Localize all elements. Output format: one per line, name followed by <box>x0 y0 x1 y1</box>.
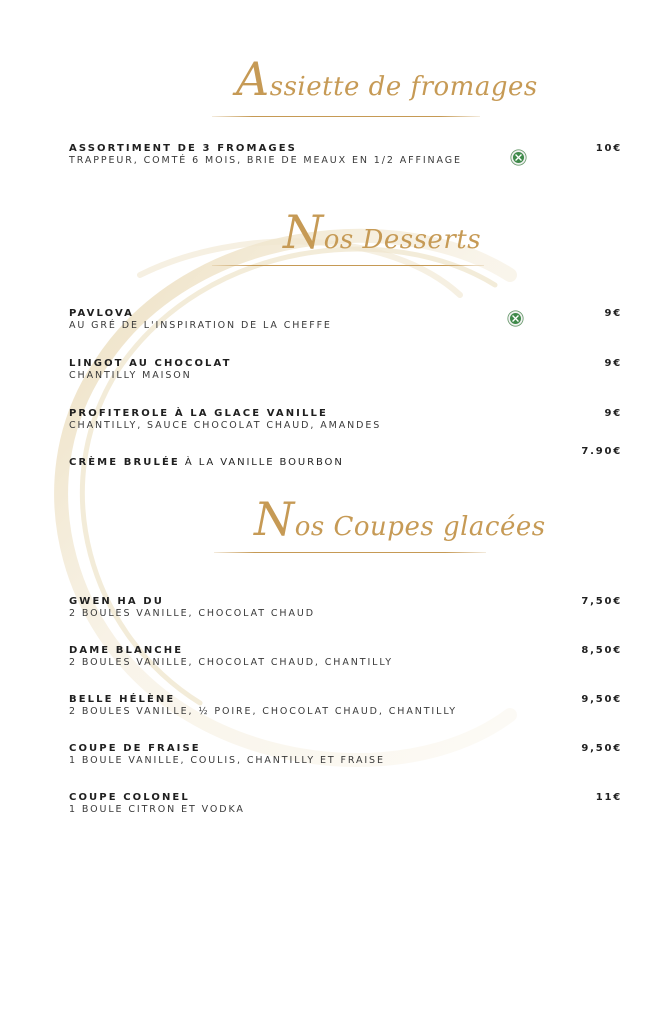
menu-item <box>69 596 622 620</box>
item-description: 1 BOULE VANILLE, COULIS, CHANTILLY ET FRAISE <box>69 755 385 766</box>
item-price: 8,50€ <box>581 645 622 656</box>
item-name: BELLE HÉLÈNE <box>69 694 176 705</box>
section-title-desserts <box>283 205 481 259</box>
menu-item <box>69 743 622 767</box>
title-underline <box>214 552 486 553</box>
item-price: 9,50€ <box>581 743 622 754</box>
title-text: os Coupes glacées <box>294 512 546 542</box>
item-name: GWEN HA DU <box>69 596 164 607</box>
item-name: COUPE COLONEL <box>69 792 190 803</box>
item-description: 2 BOULES VANILLE, CHOCOLAT CHAUD <box>69 608 315 619</box>
item-price: 11€ <box>595 792 622 803</box>
item-name-bold: CRÈME BRULÉE <box>69 457 180 468</box>
item-name: PAVLOVA <box>69 308 134 319</box>
section-title-coupes <box>254 492 546 546</box>
title-initial: N <box>254 492 295 546</box>
title-text: ssiette de fromages <box>269 72 538 102</box>
menu-item <box>69 694 622 718</box>
title-underline <box>212 116 480 117</box>
menu-item <box>69 408 622 432</box>
item-description: 2 BOULES VANILLE, ½ POIRE, CHOCOLAT CHAUD, CHANTILLY <box>69 706 457 717</box>
item-price: 9€ <box>604 408 622 419</box>
item-price: 10€ <box>595 143 622 154</box>
menu-item <box>69 358 622 382</box>
item-price: 9€ <box>604 308 622 319</box>
item-name: COUPE DE FRAISE <box>69 743 201 754</box>
item-name: PROFITEROLE À LA GLACE VANILLE <box>69 408 328 419</box>
item-description: 2 BOULES VANILLE, CHOCOLAT CHAUD, CHANTILLY <box>69 657 393 668</box>
section-title-cheese <box>236 52 538 106</box>
item-name-suffix: À LA VANILLE BOURBON <box>179 457 344 468</box>
item-description: CHANTILLY MAISON <box>69 370 192 381</box>
title-text: os Desserts <box>323 225 482 255</box>
title-initial: N <box>283 205 324 259</box>
menu-item <box>69 143 622 167</box>
menu-item <box>69 446 622 469</box>
item-name: ASSORTIMENT DE 3 FROMAGES <box>69 143 297 154</box>
vegetarian-icon <box>507 310 524 327</box>
item-price: 7,50€ <box>581 596 622 607</box>
item-description: AU GRÉ DE L'INSPIRATION DE LA CHEFFE <box>69 320 332 331</box>
item-description: TRAPPEUR, COMTÉ 6 MOIS, BRIE DE MEAUX EN 1/2 AFFINAGE <box>69 155 462 166</box>
item-description: CHANTILLY, SAUCE CHOCOLAT CHAUD, AMANDES <box>69 420 382 431</box>
vegetarian-icon <box>510 149 527 166</box>
item-name <box>69 457 622 469</box>
item-name: DAME BLANCHE <box>69 645 184 656</box>
title-initial: A <box>236 52 270 106</box>
item-description: 1 BOULE CITRON ET VODKA <box>69 804 245 815</box>
menu-item <box>69 645 622 669</box>
item-price: 9€ <box>604 358 622 369</box>
item-price: 7.90€ <box>581 446 622 457</box>
menu-item <box>69 308 622 332</box>
item-name: LINGOT AU CHOCOLAT <box>69 358 232 369</box>
title-underline <box>212 265 484 266</box>
menu-item <box>69 792 622 816</box>
item-price: 9,50€ <box>581 694 622 705</box>
